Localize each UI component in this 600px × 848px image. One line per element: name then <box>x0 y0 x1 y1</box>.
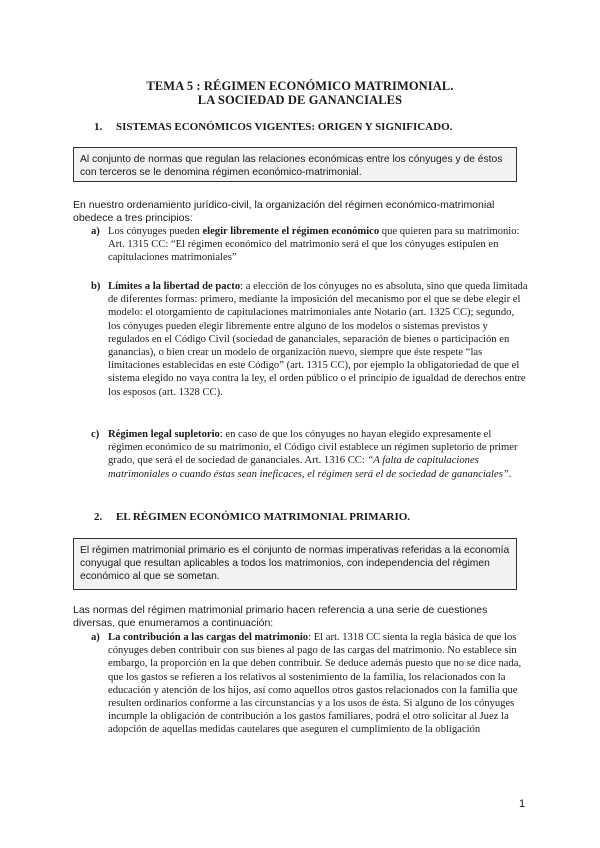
item-label: b) <box>91 281 101 292</box>
section1-number: 1. <box>94 121 103 133</box>
item-label: a) <box>91 226 100 237</box>
section1-heading <box>94 121 452 133</box>
item-text: : El art. 1318 CC sienta la regla básica de que los cónyuges deben contribuir con sus bienes al pago de las cargas del matrimonio. No establece sin embargo, la proporción en la que deben contribuir. Se deduce además puesto que no se dice nada, que los gastos se refieren a los relativos al sostenimiento de la familia, los relacionados con la educación y atención de los hijos, así como aquellos otros gastos relacionados con la familia que resulten ordinarios conforme a las circunstancias y a los usos de ésta. Si alguno de los cónyuges incumple la obligación de contribución a los gastos familiares, podrá el otro solicitar al Juez la adopción de aquellas medidas cautelares que aseguren el cumplimiento de la obligación <box>108 632 522 736</box>
document-title-line1: TEMA 5 : RÉGIMEN ECONÓMICO MATRIMONIAL. <box>146 79 454 93</box>
item-bold-text: Régimen legal supletorio <box>108 429 220 440</box>
page-number: 1 <box>519 798 526 810</box>
section2-heading-text: EL RÉGIMEN ECONÓMICO MATRIMONIAL PRIMARIO. <box>116 511 411 523</box>
section2-item-a <box>73 631 528 737</box>
item-text: Los cónyuges pueden <box>108 226 203 237</box>
item-text: : a elección de los cónyuges no es absoluta, sino que queda limitada de diferentes formas: primero, mediante la imposición del mecanismo por el que se debe elegir el modelo: el otorgamiento de capitulaciones matrimoniales ante Notario (art. 1325 CC); segundo, los cónyuges pueden elegir libremente entre alguno de los modelos o sistemas previstos y regulados en el Código Civil (sociedad de gananciales, separación de bienes o participación en ganancias), o bien crear un modelo de organización nuevo, siempre que éste respete “las limitaciones establecidas en este Código” (art. 1315 CC), por ejemplo la obligatoriedad de que el sistema elegido no vaya contra la ley, el orden público o el principio de igualdad de derechos entre los esposos (art. 1328 CC). <box>108 281 528 398</box>
item-label: c) <box>91 429 100 440</box>
section1-item-a <box>73 225 528 265</box>
section1-definition-box: Al conjunto de normas que regulan las relaciones económicas entre los cónyuges y de éstos con terceros se le denomina régimen económico-matrimonial. <box>73 147 517 182</box>
section1-item-c <box>73 428 528 481</box>
section2-heading <box>94 511 410 523</box>
section1-item-b <box>73 280 528 399</box>
section2-intro: Las normas del régimen matrimonial primario hacen referencia a una serie de cuestiones diversas, que enumeramos a continuación: <box>73 604 488 630</box>
item-bold-text: La contribución a las cargas del matrimonio <box>108 632 309 643</box>
item-label: a) <box>91 632 100 643</box>
document-title-line2: LA SOCIEDAD DE GANANCIALES <box>197 93 403 107</box>
section1-intro: En nuestro ordenamiento jurídico-civil, la organización del régimen económico-matrimonial obedece a tres principios: <box>73 199 495 225</box>
item-bold-text: elegir libremente el régimen económico <box>202 226 380 237</box>
section1-heading-text: SISTEMAS ECONÓMICOS VIGENTES: ORIGEN Y SIGNIFICADO. <box>116 121 453 133</box>
section2-definition-box: El régimen matrimonial primario es el conjunto de normas imperativas referidas a la economía conyugal que resultan aplicables a todos los matrimonios, con independencia del régimen económico al que se sometan. <box>73 538 517 590</box>
section2-number: 2. <box>94 511 103 523</box>
item-text: . <box>508 468 512 480</box>
item-italic-text: “A falta de capitulaciones matrimoniales o cuando éstas sean ineficaces, el régimen será el de sociedad de gananciales” <box>108 455 509 480</box>
item-text: que quieren para su matrimonio: Art. 1315 CC: “El régimen económico del matrimonio será el que los cónyuges estipulen en capitulaciones matrimoniales” <box>108 226 520 264</box>
item-text: : en caso de que los cónyuges no hayan elegido expresamente el régimen económico de su matrimonio, el Código civil establece un régimen supletorio de primer grado, que será el de sociedad de gananciales. Art. 1316 CC: <box>108 429 518 467</box>
item-bold-text: Límites a la libertad de pacto <box>108 281 241 292</box>
